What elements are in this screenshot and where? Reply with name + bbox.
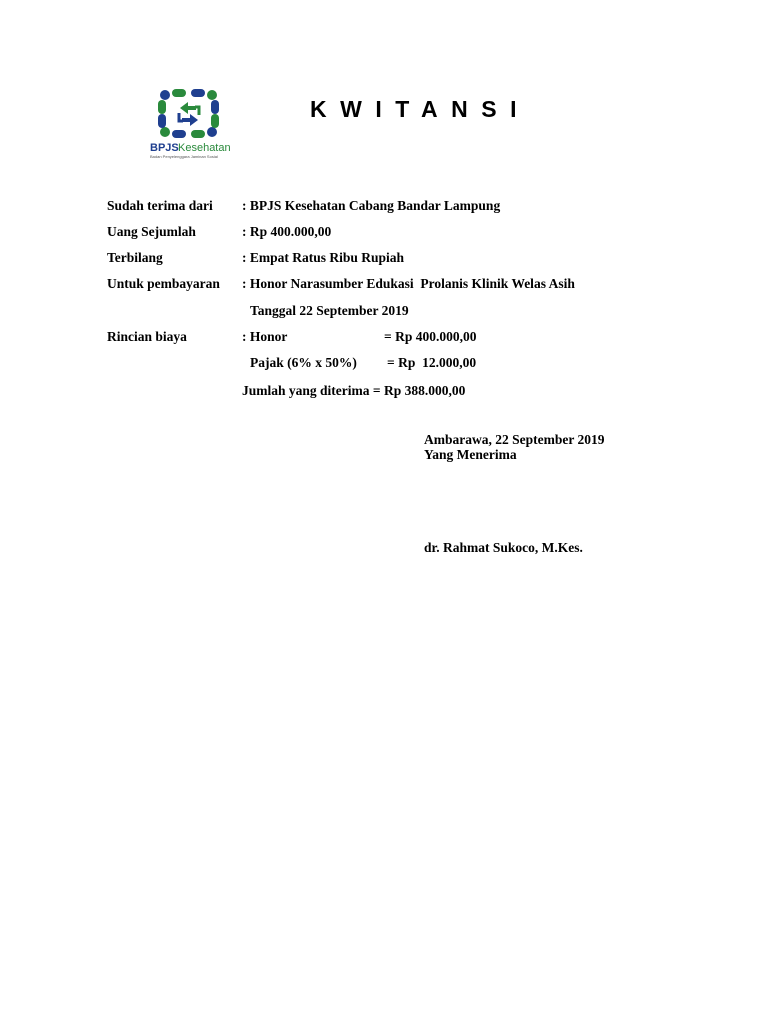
logo-figures bbox=[158, 89, 219, 138]
logo-brand-right: Kesehatan bbox=[178, 142, 231, 154]
honor-label: : Honor bbox=[242, 329, 288, 344]
spelled-value: : Empat Ratus Ribu Rupiah bbox=[242, 250, 405, 265]
purpose-label: Untuk pembayaran bbox=[107, 276, 220, 291]
amount-label: Uang Sejumlah bbox=[107, 224, 196, 239]
total-received: Jumlah yang diterima = Rp 388.000,00 bbox=[242, 383, 466, 398]
bpjs-logo-icon bbox=[150, 86, 250, 160]
tax-label: Pajak (6% x 50%) bbox=[250, 355, 357, 370]
bpjs-kesehatan-logo bbox=[150, 86, 250, 160]
logo-center-symbol bbox=[179, 102, 199, 126]
details-label: Rincian biaya bbox=[107, 329, 187, 344]
honor-value: = Rp 400.000,00 bbox=[384, 329, 477, 344]
recipient-role: Yang Menerima bbox=[424, 447, 517, 462]
recipient-name: dr. Rahmat Sukoco, M.Kes. bbox=[424, 540, 583, 555]
amount-value: : Rp 400.000,00 bbox=[242, 224, 332, 239]
purpose-value: : Honor Narasumber Edukasi Prolanis Klinik Welas Asih bbox=[242, 276, 575, 291]
logo-brand-left: BPJS bbox=[150, 142, 179, 154]
purpose-date: Tanggal 22 September 2019 bbox=[250, 303, 409, 318]
spelled-label: Terbilang bbox=[107, 250, 163, 265]
place-date: Ambarawa, 22 September 2019 bbox=[424, 432, 605, 447]
from-value: : BPJS Kesehatan Cabang Bandar Lampung bbox=[242, 198, 501, 213]
page-title: KWITANSI bbox=[310, 96, 531, 122]
logo-tagline: Badan Penyelenggara Jaminan Sosial bbox=[150, 154, 218, 159]
tax-value: = Rp 12.000,00 bbox=[387, 355, 477, 370]
from-label: Sudah terima dari bbox=[107, 198, 213, 213]
